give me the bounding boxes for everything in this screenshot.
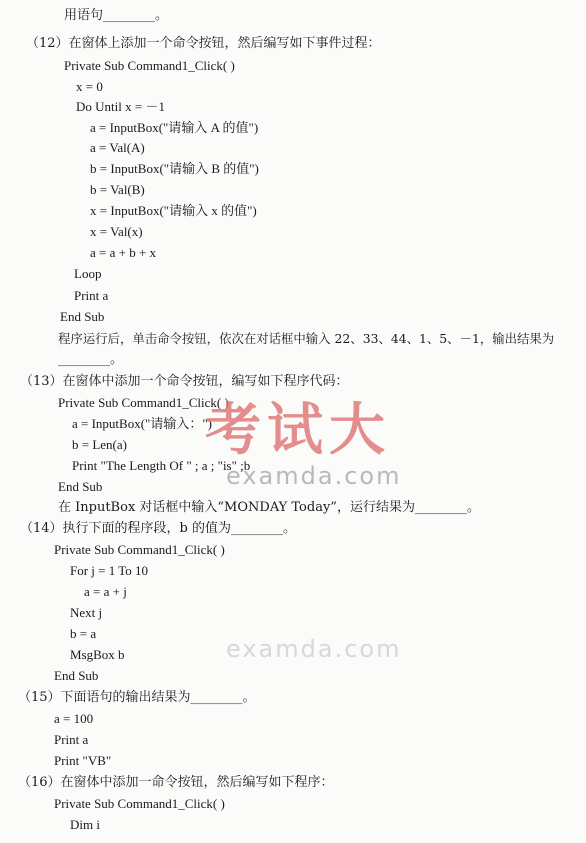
watermark-logo: 考试大 (205, 398, 391, 463)
code-line: a = a + b + x (90, 245, 157, 260)
question-13-heading: （13）在窗体中添加一个命令按钮，编写如下程序代码： (20, 374, 349, 389)
code-line: Print "The Length Of " ; a ; "is" ;b (72, 458, 251, 473)
code-line: a = a + j (84, 584, 127, 599)
code-line: Print "VB" (54, 753, 112, 768)
question-16-heading: （16）在窗体中添加一命令按钮，然后编写如下程序： (18, 775, 334, 790)
code-line: Loop (74, 266, 102, 281)
code-line: a = InputBox("请输入：") (72, 416, 212, 431)
question-12-heading: （12）在窗体上添加一个命令按钮，然后编写如下事件过程： (26, 36, 381, 51)
code-line: Private Sub Command1_Click( ) (54, 542, 225, 557)
code-line: b = Len(a) (72, 437, 127, 452)
code-line: End Sub (60, 309, 105, 324)
code-line: b = Val(B) (90, 182, 145, 197)
code-line: b = InputBox("请输入 B 的值") (90, 161, 259, 176)
question-14-heading: （14）执行下面的程序段，b 的值为________。 (20, 521, 296, 536)
code-line: For j = 1 To 10 (70, 563, 149, 578)
watermark-url: examda.com (226, 462, 402, 490)
code-line: Print a (74, 288, 109, 303)
code-line: a = InputBox("请输入 A 的值") (90, 120, 259, 135)
code-line: Next j (70, 605, 103, 620)
code-line: MsgBox b (70, 647, 125, 662)
code-line: a = Val(A) (90, 140, 145, 155)
text-line: 用语句________。 (64, 8, 169, 23)
text-line: 程序运行后，单击命令按钮，依次在对话框中输入 22、33、44、1、5、－1，输出结果为 (58, 331, 555, 346)
question-15-heading: （15）下面语句的输出结果为________。 (18, 690, 256, 705)
code-line: Dim i (70, 817, 100, 832)
text-line: 在 InputBox 对话框中输入“MONDAY Today”，运行结果为________。 (58, 500, 480, 515)
watermark-url-faint: examda.com (226, 635, 402, 663)
code-line: x = InputBox("请输入 x 的值") (90, 203, 257, 218)
code-line: Private Sub Command1_Click( ) (54, 796, 225, 811)
code-line: x = 0 (76, 79, 103, 94)
code-line: Print a (54, 732, 89, 747)
code-line: Private Sub Command1_Click( ) (58, 395, 229, 410)
answer-blank: ________。 (58, 352, 124, 367)
code-line: Private Sub Command1_Click( ) (64, 58, 235, 73)
code-line: Do Until x = －1 (76, 99, 165, 114)
code-line: a = 100 (54, 711, 94, 726)
code-line: b = a (70, 626, 97, 641)
code-line: End Sub (54, 668, 99, 683)
code-line: End Sub (58, 479, 103, 494)
code-line: x = Val(x) (90, 224, 143, 239)
